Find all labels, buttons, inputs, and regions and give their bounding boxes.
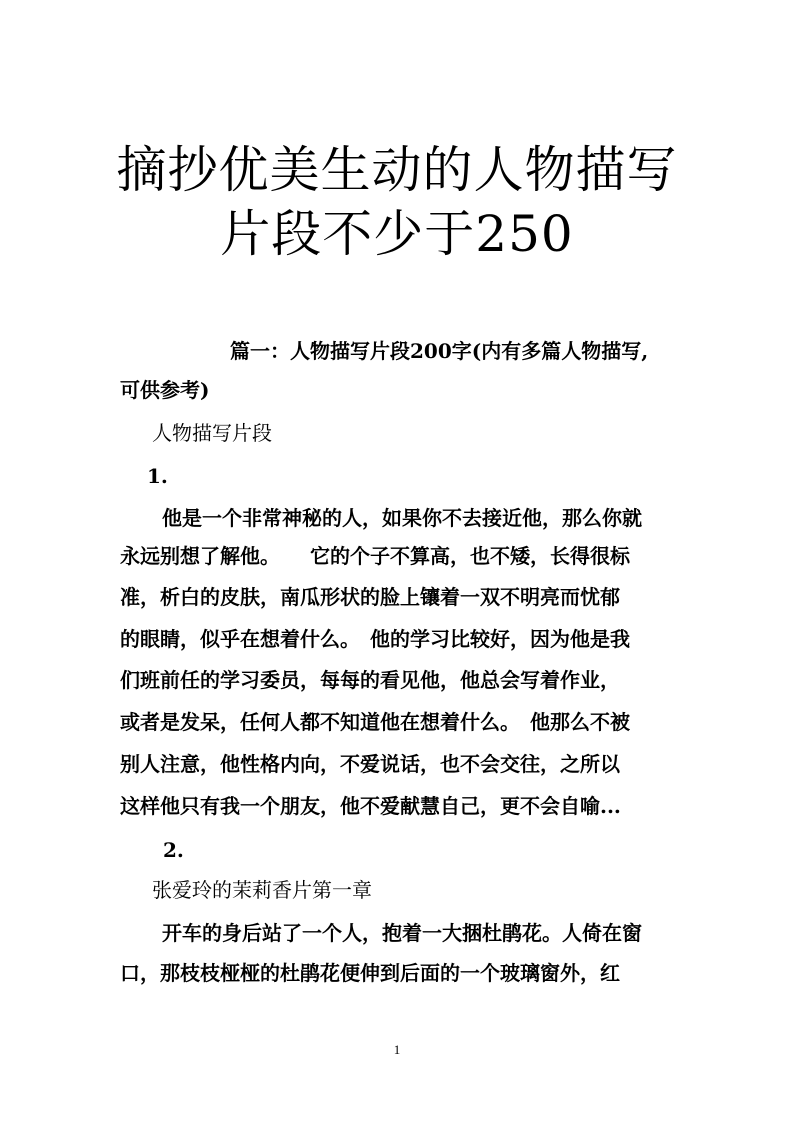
item-title-2: 张爱玲的茉莉香片第一章	[152, 878, 372, 902]
section-heading-continued: 可供参考)	[120, 378, 210, 402]
paragraph-line: 永远别想了解他。 它的个子不算高，也不矮，长得很标	[120, 544, 630, 568]
item-number-1: 1.	[147, 464, 168, 488]
paragraph-line: 口，那枝枝桠桠的杜鹃花便伸到后面的一个玻璃窗外，红	[120, 961, 620, 985]
section-label: 人物描写片段	[152, 421, 272, 445]
paragraph-line: 别人注意，他性格内向，不爱说话，也不会交往，之所以	[120, 752, 620, 776]
section-heading: 篇一：人物描写片段200字(内有多篇人物描写,	[230, 339, 649, 363]
title-line-2: 片段不少于250	[220, 205, 574, 263]
paragraph-line: 的眼睛，似乎在想着什么。 他的学习比较好，因为他是我	[120, 627, 630, 651]
paragraph-line: 们班前任的学习委员，每每的看见他，他总会写着作业，	[120, 668, 620, 692]
page-number: 1	[393, 1042, 401, 1057]
paragraph-line: 准，析白的皮肤，南瓜形状的脸上镶着一双不明亮而忧郁	[120, 585, 620, 609]
title-line-1: 摘抄优美生动的人物描写	[116, 141, 678, 199]
item-number-2: 2.	[163, 838, 184, 862]
paragraph-line: 他是一个非常神秘的人，如果你不去接近他，那么你就	[162, 506, 642, 530]
paragraph-line: 这样他只有我一个朋友，他不爱献慧自己，更不会自喻...	[120, 794, 621, 818]
paragraph-line: 或者是发呆，任何人都不知道他在想着什么。 他那么不被	[120, 710, 630, 734]
paragraph-line: 开车的身后站了一个人，抱着一大捆杜鹃花。人倚在窗	[162, 921, 642, 945]
